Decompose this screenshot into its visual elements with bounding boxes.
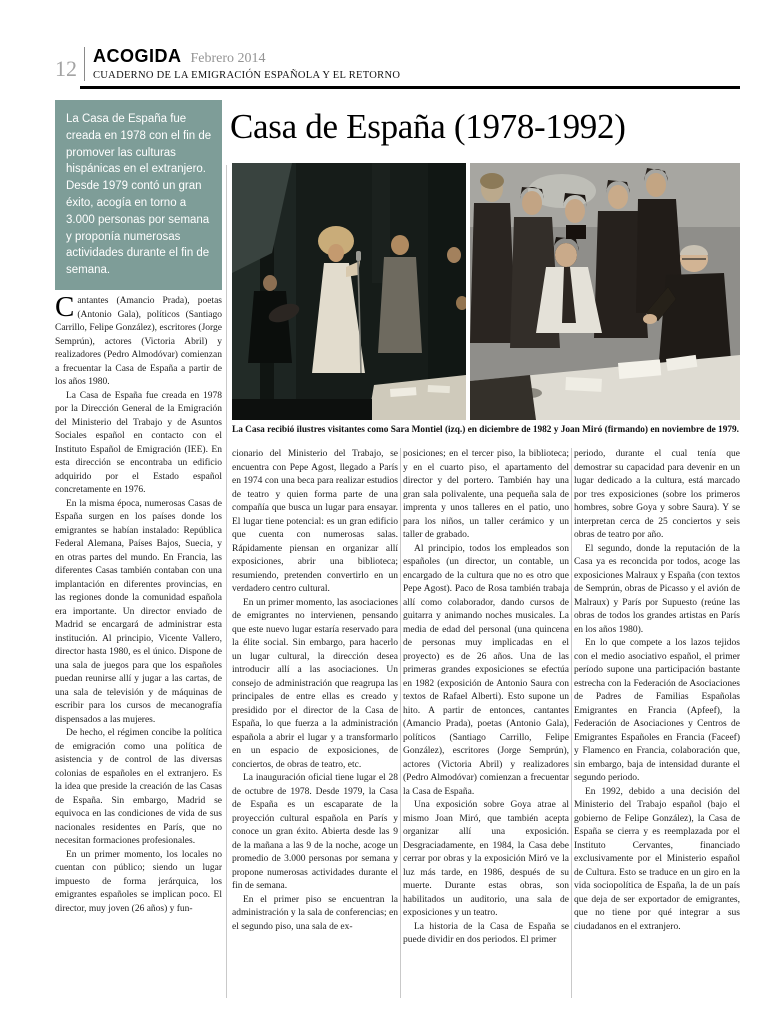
intro-box: La Casa de España fue creada en 1978 con el fin de promover las culturas hispánicas en el extranjero. Desde 1979 contó un gran éxito, acogía en torno a 3.000 personas por semana y proponía numerosas actividades durante el fin de semana. <box>55 100 222 290</box>
body-paragraph: posiciones; en el tercer piso, la biblioteca; y en el cuarto piso, el apartamento del director y del portero. También hay una gran sala polivalente, una pequeña sala de imprenta y unos talleres en el patio, uno para los niños, un taller cerámico y un taller de grabado. <box>403 449 569 540</box>
body-column-1 <box>55 291 222 916</box>
body-paragraph: En un primer momento, las asociaciones de emigrantes no intervienen, pensando que este nuevo lugar estaría reservado para la élite social. Sin embargo, para hacerlo un lugar cultural, la dirección desea introducir allí a las asociaciones. Un consejo de administración que reagrupa las principales de entre ellas es creado y presidido por el director de la Casa de España, lo que fuerza a la administración española a abrir el lugar y a transformarlo en un espacio de exposiciones, de conciertos, de obras de teatro, etc. <box>232 597 398 770</box>
body-paragraph: La historia de la Casa de España se puede dividir en dos periodos. El primer <box>403 921 569 945</box>
body-paragraph: Una exposición sobre Goya atrae al mismo Joan Miró, que también acepta organizar allí una exposición. Desgraciadamente, en 1984, la Casa debe cerrar por obras y la exposición Miró ve la luz más tarde, en 1986, después de su muerte. Durante estas obras, son habilitados un auditorio, una sala de exposiciones y un teatro. <box>403 800 569 918</box>
body-paragraph: La Casa de España fue creada en 1978 por la Dirección General de la Emigración del Ministerio del Trabajo y de Asuntos Sociales español en contacto con el Instituto Español de Emigración (IEE). En esta dirección se encontraba un edificio adquirido por el Estado español concretamente en 1976. <box>55 390 222 495</box>
header-rule <box>80 86 740 89</box>
magazine-subtitle: CUADERNO DE LA EMIGRACIÓN ESPAÑOLA Y EL RETORNO <box>93 70 401 81</box>
column-rule <box>226 165 227 998</box>
photo-sara-montiel <box>232 163 466 420</box>
photo-caption: La Casa recibió ilustres visitantes como Sara Montiel (izq.) en diciembre de 1982 y Joan Miró (firmando) en noviembre de 1979. <box>232 425 739 435</box>
issue-date: Febrero 2014 <box>190 51 266 66</box>
body-paragraph: De hecho, el régimen concibe la política de emigración como una política de asistencia y de control de las diversas colonias de españoles en el extranjero. Es la idea que preside la creación de las Casas de España. Sin embargo, Madrid se equivoca en las condiciones de vida de sus nacionales residentes en París, que no necesitan formaciones profesionales. <box>55 728 222 846</box>
body-paragraph: Cantantes (Amancio Prada), poetas (Antonio Gala), políticos (Santiago Carrillo, Felipe González), escritores (Jorge Semprún), actores (Victoria Abril) y realizadores (Pedro Almodóvar) comienzan a frecuentar la Casa de España a partir de los años 1980. <box>55 291 222 387</box>
page-header <box>55 46 740 89</box>
body-paragraph: En la misma época, numerosas Casas de España surgen en los países donde los emigrantes se habían instalado: República Federal Alemana, Países Bajos, Suecia, y en otras partes del mundo. En Francia, las diferentes Casas también contaban con una implantación en diferentes provincias, en las regiones donde la comunidad española era importante. Un director enviado de Madrid se encargará de administrar esta institución. Al principio, Vicente Vallero, director hasta 1980, es el único. Dispone de una sala de juegos para que los españoles puedan reunirse allí y jugar a las cartas, de una sala de televisión y de máquinas de escribir para los cursos de mecanografía dispensados a las mujeres. <box>55 498 222 725</box>
header-divider <box>84 47 85 81</box>
magazine-name: ACOGIDA <box>93 46 182 66</box>
body-paragraph: La inauguración oficial tiene lugar el 28 de octubre de 1978. Desde 1979, la Casa de España es un escaparate de la proyección cultural española en París y conoce un gran éxito. Abierta desde las 9 de la mañana a las 9 de la noche, acoge un promedio de 3.000 personas por semana y propone numerosas actividades durante el fin de semana. <box>232 773 398 891</box>
body-paragraph: El segundo, donde la reputación de la Casa ya es reconcida por todos, acoge las exposiciones Malraux y España (con textos de Semprún, obras de Picasso y el avión de Malraux) y París por Supuesto (reúne las obras de todos los grandes artistas en París en los años 1980). <box>574 543 740 635</box>
body-paragraph: Al principio, todos los empleados son españoles (un director, un contable, un encargado de la cultura que no es otro que Pepe Agost). Paco de Rosa también trabaja allí como colaborador, dando cursos de guitarra y animando noches musicales. La media de edad del personal (una quincena de personas muy implicadas en el proyecto) es de 26 años. Una de las primeras grandes exposiciones se efectúa en 1982 (exposición de Antonio Saura con textos de Rafael Alberti). Esto supone un hito. A partir de entonces, cantantes (Amancio Prada), poetas (Antonio Gala), políticos (Santiago Carrillo, Felipe González), escritores (Jorge Semprún), actores (Victoria Abril) y realizadores (Pedro Almodóvar) comienzan a frecuentar la Casa de España. <box>403 543 569 797</box>
body-paragraph: cionario del Ministerio del Trabajo, se encuentra con Pepe Agost, llegado a París en 1974 con una beca para realizar estudios de teatro y quien forma parte de una compañía que busca un lugar para ensayar. El lugar tiene potencial: es un gran edificio que cuenta con numerosas salas. Rápidamente piensan en organizar allí exposiciones, abrir una biblioteca; resumiendo, pretenden convertirlo en un verdadero centro cultural. <box>232 449 398 594</box>
body-column-3 <box>403 448 569 948</box>
page-number: 12 <box>55 56 77 81</box>
body-paragraph: En lo que compete a los lazos tejidos con el medio asociativo español, el primer período supone una participación bastante estrecha con la Federación de Asociaciones de Padres de Familias Españolas Emigrantes en Francia (Apfeef), la Federación de Asociaciones y Centros de Emigrantes Españoles en Francia (Faceef) y Flamenco en Francia, colaboración que, sin embargo, baja de intensidad durante el segundo periodo. <box>574 638 740 783</box>
body-paragraph: En 1992, debido a una decisión del Ministerio del Trabajo español (bajo el gobierno de Felipe González), la Casa de España se cierra y es reemplazada por el Instituto Cervantes, financiado exclusivamente por el Ministerio español de Cultura. Esto se traduce en un giro en la vida sociopolítica de España, la de un país que deja de ser exportador de emigrantes, que no tiene por qué integrar a sus ciudadanos en el extranjero. <box>574 786 740 932</box>
body-column-4 <box>574 448 740 934</box>
body-column-2 <box>232 448 398 934</box>
column-rule <box>571 448 572 998</box>
body-paragraph: En un primer momento, los locales no cuentan con público; siendo un lugar impuesto de forma jerárquica, los emigrantes españoles se implican poco. El director, muy joven (26 años) y fun- <box>55 849 222 914</box>
photo-joan-miro <box>470 163 740 420</box>
body-paragraph: periodo, durante el cual tenía que demostrar su capacidad para devenir en un lugar dedicado a la cultura, está marcado por tres exposiciones (sobre los primeros hombres, sobre Goya y sobre Saura). Y se interpretan cerca de 25 conciertos y seis obras de teatro por año. <box>574 449 740 540</box>
column-rule <box>400 448 401 998</box>
article-title: Casa de España (1978-1992) <box>230 107 626 146</box>
body-paragraph: En el primer piso se encuentran la administración y la sala de conferencias; en el segundo piso, una sala de ex- <box>232 894 398 932</box>
